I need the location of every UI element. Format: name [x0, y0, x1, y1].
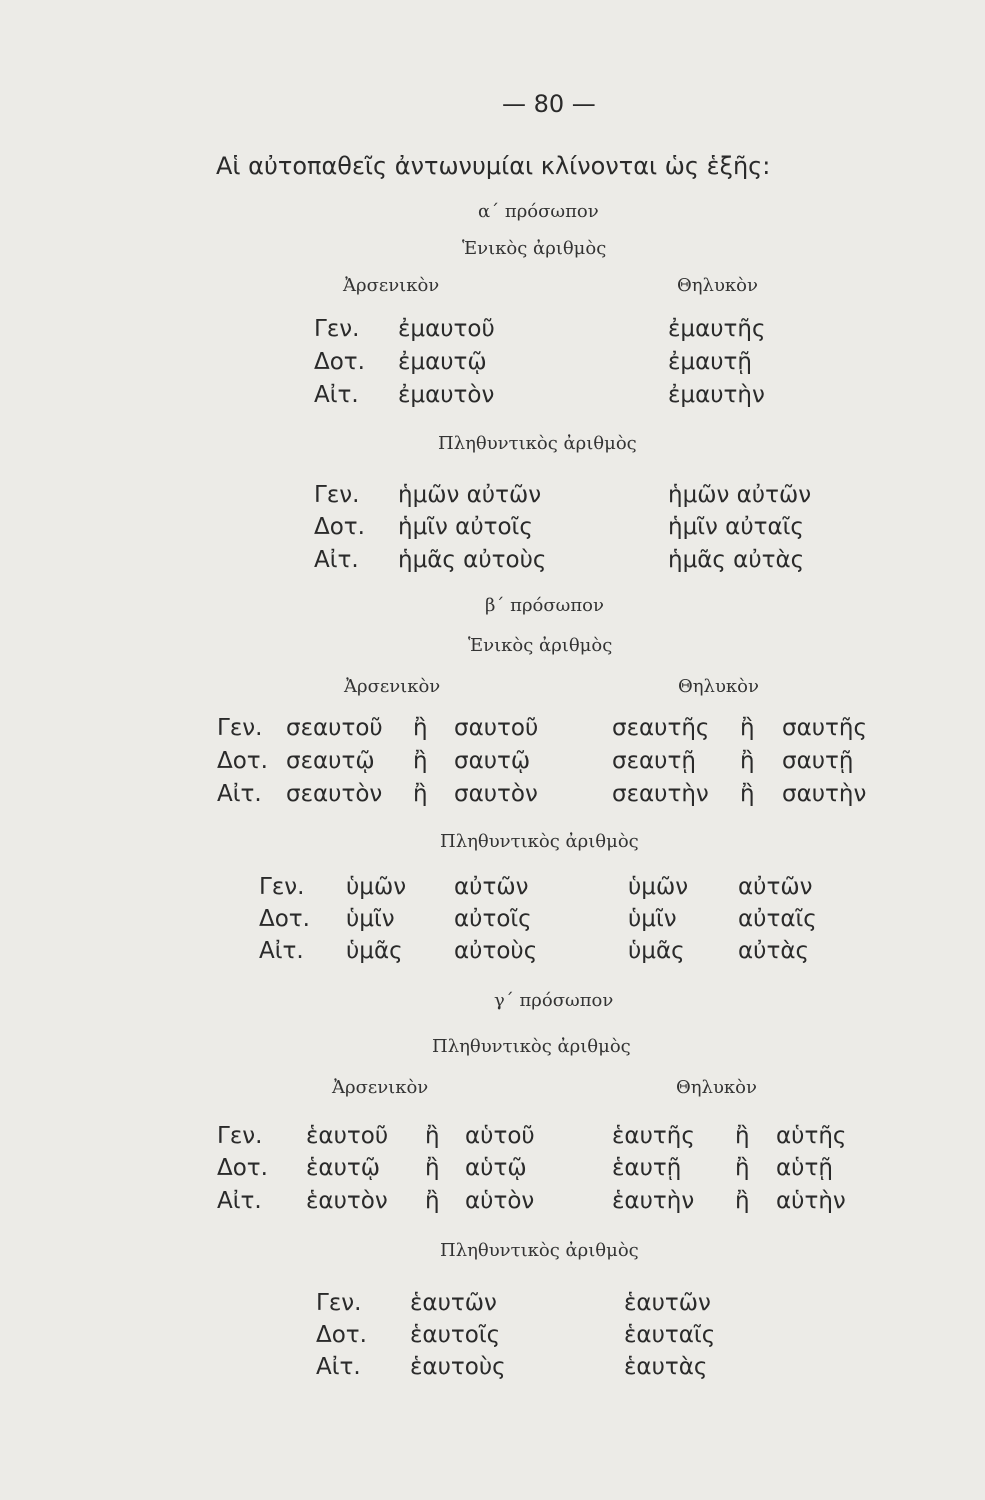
case-label: Δοτ.: [217, 748, 268, 774]
second-person-masculine-label: Ἀρσενικὸν: [344, 676, 441, 697]
or-word: ἢ: [413, 715, 428, 741]
feminine-form-alt: σαυτῆς: [782, 715, 867, 741]
masculine-form-alt: σαυτῷ: [454, 748, 531, 774]
feminine-form-alt: σαυτὴν: [782, 781, 867, 807]
second-person-heading: β΄ πρόσωπον: [485, 595, 604, 616]
masculine-form: ἐμαυτοῦ: [398, 316, 495, 342]
feminine-form: ἑαυτῆς: [612, 1123, 695, 1149]
or-word: ἢ: [413, 781, 428, 807]
or-word: ἢ: [413, 748, 428, 774]
feminine-form-alt: αὑτὴν: [776, 1188, 846, 1214]
or-word: ἢ: [425, 1155, 440, 1181]
masculine-form: αὐτῶν: [454, 874, 529, 900]
pronoun-form: ὑμῖν: [346, 906, 395, 932]
feminine-form: ἑαυτῇ: [612, 1155, 682, 1181]
third-person-label: Πληθυντικὸς ἀριθμὸς: [432, 1036, 631, 1057]
pronoun-form: ὑμᾶς: [628, 938, 685, 964]
case-label: Γεν.: [259, 874, 305, 900]
masculine-form-alt: σαυτοῦ: [454, 715, 539, 741]
case-label: Γεν.: [314, 482, 360, 508]
masculine-form-alt: αὑτὸν: [465, 1188, 535, 1214]
intro-sentence: Αἱ αὐτοπαθεῖς ἀντωνυμίαι κλίνονται ὡς ἑξῆς:: [216, 152, 771, 180]
masculine-form: ἑαυτὸν: [306, 1188, 388, 1214]
first-person-masculine-label: Ἀρσενικὸν: [343, 275, 440, 296]
feminine-form: σεαυτῇ: [612, 748, 696, 774]
feminine-form: ἡμῶν αὐτῶν: [668, 482, 812, 508]
masculine-form: ἑαυτοῖς: [410, 1322, 501, 1348]
feminine-form: αὐτῶν: [738, 874, 813, 900]
or-word: ἢ: [735, 1123, 750, 1149]
feminine-form-alt: σαυτῇ: [782, 748, 854, 774]
case-label: Αἰτ.: [314, 547, 359, 573]
feminine-form: ἑαυτῶν: [624, 1290, 711, 1316]
or-word: ἢ: [740, 781, 755, 807]
first-person-singular-label: Ἑνικὸς ἀριθμὸς: [462, 238, 607, 259]
masculine-form: ἡμῖν αὐτοῖς: [398, 514, 533, 540]
third-person-masculine-label: Ἀρσενικὸν: [332, 1077, 429, 1098]
feminine-form: σεαυτῆς: [612, 715, 710, 741]
pronoun-form: ὑμῶν: [346, 874, 407, 900]
case-label: Δοτ.: [314, 349, 365, 375]
case-label: Γεν.: [217, 715, 263, 741]
masculine-form: ἑαυτοῦ: [306, 1123, 389, 1149]
case-label: Δοτ.: [314, 514, 365, 540]
case-label: Γεν.: [217, 1123, 263, 1149]
feminine-form: αὐταῖς: [738, 906, 817, 932]
or-word: ἢ: [425, 1123, 440, 1149]
case-label: Αἰτ.: [217, 1188, 262, 1214]
second-person-singular-label: Ἑνικὸς ἀριθμὸς: [468, 635, 613, 656]
masculine-form: ἡμῶν αὐτῶν: [398, 482, 542, 508]
feminine-form: ἑαυτὰς: [624, 1354, 708, 1380]
feminine-form: ἡμᾶς αὐτὰς: [668, 547, 805, 573]
pronoun-form: ὑμῶν: [628, 874, 689, 900]
masculine-form: ἑαυτῶν: [410, 1290, 497, 1316]
second-person-feminine-label: Θηλυκὸν: [678, 676, 759, 697]
third-person-plural-label: Πληθυντικὸς ἀριθμὸς: [440, 1240, 639, 1261]
case-label: Δοτ.: [316, 1322, 367, 1348]
case-label: Αἰτ.: [217, 781, 262, 807]
feminine-form: σεαυτὴν: [612, 781, 709, 807]
case-label: Αἰτ.: [316, 1354, 361, 1380]
feminine-form: αὐτὰς: [738, 938, 809, 964]
first-person-feminine-label: Θηλυκὸν: [677, 275, 758, 296]
masculine-form: αὐτοὺς: [454, 938, 538, 964]
feminine-form-alt: αὑτῇ: [776, 1155, 833, 1181]
masculine-form: ἡμᾶς αὐτοὺς: [398, 547, 547, 573]
case-label: Αἰτ.: [314, 382, 359, 408]
feminine-form-alt: αὑτῆς: [776, 1123, 847, 1149]
or-word: ἢ: [735, 1188, 750, 1214]
or-word: ἢ: [740, 748, 755, 774]
feminine-form: ἐμαυτὴν: [668, 382, 765, 408]
second-person-plural-label: Πληθυντικὸς ἀριθμὸς: [440, 831, 639, 852]
masculine-form: ἑαυτοὺς: [410, 1354, 506, 1380]
case-label: Δοτ.: [217, 1155, 268, 1181]
or-word: ἢ: [735, 1155, 750, 1181]
masculine-form-alt: σαυτὸν: [454, 781, 538, 807]
masculine-form: ἐμαυτὸν: [398, 382, 495, 408]
page-number: — 80 —: [502, 90, 596, 118]
third-person-feminine-label: Θηλυκὸν: [676, 1077, 757, 1098]
masculine-form: σεαυτοῦ: [286, 715, 383, 741]
case-label: Γεν.: [314, 316, 360, 342]
case-label: Αἰτ.: [259, 938, 304, 964]
pronoun-form: ὑμᾶς: [346, 938, 403, 964]
first-person-heading: α΄ πρόσωπον: [478, 201, 599, 222]
masculine-form: αὐτοῖς: [454, 906, 532, 932]
feminine-form: ἑαυταῖς: [624, 1322, 716, 1348]
case-label: Γεν.: [316, 1290, 362, 1316]
masculine-form-alt: αὑτοῦ: [465, 1123, 535, 1149]
masculine-form: ἐμαυτῷ: [398, 349, 487, 375]
third-person-heading: γ΄ πρόσωπον: [494, 990, 614, 1011]
or-word: ἢ: [740, 715, 755, 741]
feminine-form: ἑαυτὴν: [612, 1188, 695, 1214]
masculine-form: σεαυτὸν: [286, 781, 383, 807]
pronoun-form: ὑμῖν: [628, 906, 677, 932]
masculine-form: σεαυτῷ: [286, 748, 375, 774]
masculine-form: ἑαυτῷ: [306, 1155, 381, 1181]
first-person-plural-label: Πληθυντικὸς ἀριθμὸς: [438, 433, 637, 454]
feminine-form: ἐμαυτῇ: [668, 349, 752, 375]
feminine-form: ἐμαυτῆς: [668, 316, 766, 342]
case-label: Δοτ.: [259, 906, 310, 932]
masculine-form-alt: αὑτῷ: [465, 1155, 527, 1181]
feminine-form: ἡμῖν αὐταῖς: [668, 514, 804, 540]
or-word: ἢ: [425, 1188, 440, 1214]
